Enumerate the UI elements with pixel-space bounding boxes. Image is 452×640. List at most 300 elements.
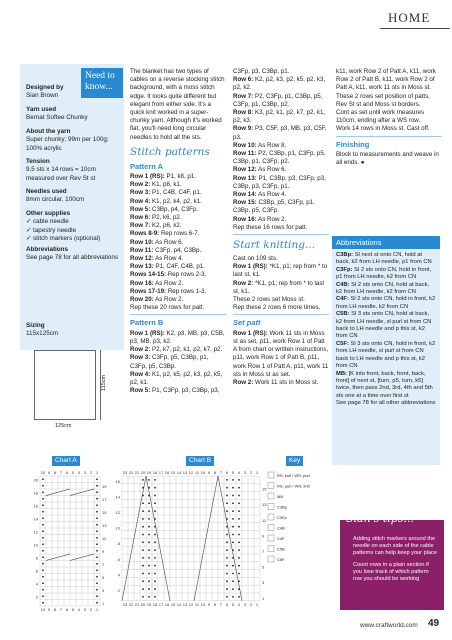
chart-a-purl-dot	[96, 491, 98, 493]
supply-item: ✓ tapestry needle	[26, 226, 77, 234]
chart-a-row-label: 9	[102, 549, 105, 554]
chart-b-col-label: 2	[249, 470, 253, 475]
chart-b-purl-dot	[232, 495, 234, 497]
chart-b-purl-dot	[232, 518, 234, 520]
chart-a-purl-dot	[96, 537, 98, 539]
chart-b-purl-dot	[142, 573, 144, 575]
pattern-row: Row 10: As Row 6.	[130, 238, 184, 246]
yarn-block	[26, 106, 122, 123]
chart-b-purl-dot	[238, 518, 240, 520]
abbreviation-item: MB: [K into front, back, front, back, front] of next st, [turn, p5, turn, k5] twice, then pass 2nd, 3rd, 4th and 5th sts one at a time over first st	[336, 370, 433, 399]
key-swatch	[268, 525, 274, 531]
chart-b-purl-dot	[142, 565, 144, 567]
chart-b-row-label: 13	[262, 502, 267, 508]
tips-heading: Sian's tips...	[346, 512, 414, 525]
chart-b-purl-dot	[238, 510, 240, 512]
abbreviation-item: C5B: Sl 3 sts onto CN, hold at back, k2 from LH needle, sl purl st from CN back to LH needle and p this st, k2 from CN	[336, 311, 432, 340]
key-swatch	[268, 493, 274, 499]
pattern-row: Row 5: C3Bp, p4, C3Fp.	[130, 205, 199, 213]
abbreviations-ref-label: Abbreviations	[26, 246, 68, 253]
chart-b-purl-dot	[142, 526, 144, 528]
instruction-line: Row 1 (RS): *K1, p1; rep from * to last st, k1.	[233, 263, 328, 279]
chart-a-col-label: 4	[77, 607, 81, 612]
abbreviation-item: See page 78 for all other abbreviations	[336, 400, 436, 407]
chart-a-row-label: 17	[102, 497, 107, 502]
chart-b-col-label: 6	[225, 470, 229, 475]
sizing-width-label: 125cm	[55, 423, 72, 429]
needles-text: 8mm circular, 100cm	[26, 196, 85, 204]
cable-charts	[0, 466, 340, 616]
chart-a-col-label: 4	[77, 470, 81, 475]
yarn-name: Bernat Softee Chunky	[26, 114, 88, 122]
chart-b-col-label: 11	[194, 470, 200, 475]
chart-b-purl-dot	[142, 588, 144, 590]
chart-b-purl-dot	[232, 580, 234, 582]
chart-b-purl-dot	[142, 580, 144, 582]
key-item-label: RS: knit / WS: purl	[277, 473, 310, 478]
pattern-row: Row 20: As Row 2.	[130, 296, 184, 304]
chart-b-purl-dot	[142, 549, 144, 551]
chart-a-purl-dot	[96, 595, 98, 597]
chart-b-col-label: 23	[122, 470, 128, 475]
column-1	[130, 68, 226, 395]
chart-b-purl-dot	[238, 487, 240, 489]
chart-a-label: Chart A	[52, 456, 80, 466]
abbreviation-item: C4F: Sl 2 sts onto CN, hold in front, k2 from LH needle, k2 from CN	[336, 296, 436, 310]
chart-b-col-label: 20	[140, 601, 146, 607]
instruction-line: k11, work Row 2 of Patt A, k11, work Row 2 of Patt B, k11, work Row 2 of Patt A, k11, work 11 sts in Moss st.	[336, 68, 436, 92]
chart-b-row-label: 1	[262, 595, 265, 601]
chart-a-purl-dot	[42, 563, 44, 565]
key-swatch	[268, 504, 274, 510]
supply-item: ✓ cable needle	[26, 218, 69, 226]
sizing-text: 115x125cm	[26, 330, 59, 338]
pattern-row: C3Fp, p3, C3Bp, p1.	[233, 68, 290, 75]
chart-b-col-label: 7	[219, 470, 223, 475]
chart-a-col-label: 3	[83, 470, 87, 475]
chart-a-purl-dot	[42, 498, 44, 500]
chart-b-col-label: 15	[170, 601, 176, 607]
chart-b-row-label: 12	[115, 510, 120, 515]
intro-text: The blanket has two types of cables on a reverse stocking stitch background, with a moss stitch edge. It looks quite different but elegant from either side. It's a quick knit worked in a super-chunky yarn. Although it's worked flat, you'll need long circular needles to hold all the sts.	[130, 68, 225, 141]
other-supplies-block	[26, 210, 122, 243]
abbreviations-list	[332, 249, 440, 465]
chart-b-purl-dot	[142, 541, 144, 543]
chart-b-purl-dot	[148, 596, 150, 598]
key-item-label: C5B	[277, 546, 285, 552]
chart-a-purl-dot	[96, 478, 98, 480]
chart-a-col-label: 9	[47, 607, 51, 612]
chart-a-purl-dot	[96, 582, 98, 584]
needles-block	[26, 188, 122, 205]
chart-a-col-label: 10	[40, 607, 46, 612]
chart-a-row-label: 8	[35, 555, 38, 561]
chart-b-purl-dot	[154, 502, 156, 504]
pattern-row: Row 1 (RS): Work 11 sts in Moss st as set, p11, work Row 1 of Patt A from chart or written instructions, p11, work Row 1 of Patt B, p11, work Row 1 of Patt A, p11, work 11 sts in Moss st as set.	[233, 329, 329, 378]
key-item-label: C4B	[277, 525, 285, 531]
chart-a-row-label: 15	[102, 510, 107, 515]
chart-b-purl-dot	[226, 596, 228, 598]
chart-b-purl-dot	[148, 541, 150, 543]
chart-b-col-label: 12	[188, 601, 194, 607]
chart-b-col-label: 21	[134, 470, 140, 475]
set-patt-rows	[233, 330, 329, 387]
chart-b-col-label: 14	[176, 470, 182, 475]
chart-b-purl-dot	[238, 557, 240, 559]
chart-b-purl-dot	[226, 565, 228, 567]
pattern-b-rows	[130, 330, 226, 396]
chart-b-purl-dot	[148, 534, 150, 536]
chart-a-row-label: 16	[33, 503, 38, 509]
pattern-row: Row 12: As Row 6.	[233, 166, 287, 174]
chart-b-purl-dot	[232, 596, 234, 598]
footer-url: www.craftworld.com	[360, 622, 418, 629]
chart-b-purl-dot	[238, 549, 240, 551]
chart-a-row-label: 1	[102, 601, 105, 606]
chart-a-purl-dot	[96, 556, 98, 558]
chart-a-col-label: 5	[71, 607, 75, 612]
chart-a-purl-dot	[42, 504, 44, 506]
chart-a-purl-dot	[42, 582, 44, 584]
chart-b-purl-dot	[238, 495, 240, 497]
chart-b-purl-dot	[148, 573, 150, 575]
key-swatch	[268, 472, 274, 478]
chart-b-purl-dot	[148, 588, 150, 590]
key-swatch	[268, 535, 274, 541]
chart-a-col-label: 7	[59, 607, 63, 612]
key-item-label: C4F	[277, 536, 285, 541]
chart-b-purl-dot	[142, 518, 144, 520]
chart-b-purl-dot	[232, 487, 234, 489]
pattern-row: Row 16: As Row 2.	[130, 279, 184, 287]
chart-a-row-label: 19	[102, 484, 107, 489]
pattern-row: Rows 14-15: Rep rows 2-3.	[130, 271, 207, 279]
chart-a-purl-dot	[96, 530, 98, 532]
chart-b-purl-dot	[226, 557, 228, 559]
chart-b-col-label: 16	[164, 601, 170, 607]
chart-b-purl-dot	[232, 534, 234, 536]
chart-a-purl-dot	[42, 491, 44, 493]
chart-b-purl-dot	[232, 479, 234, 481]
chart-a-purl-dot	[42, 569, 44, 571]
chart-a-row-label: 2	[35, 594, 38, 600]
pattern-row: Row 7: P2, C3Fp, p1, C3Bp, p5, C3Fp, p1, C3Bp, p2.	[233, 92, 323, 108]
pattern-row: Row 11: C3Fp, p4, C3Bp.	[130, 246, 202, 254]
chart-a-purl-dot	[96, 550, 98, 552]
key-item-label: C3Bp	[277, 504, 288, 510]
chart-b-col-label: 14	[176, 601, 182, 607]
chart-a-purl-dot	[96, 504, 98, 506]
pattern-row: Row 6: K2, p2, k3, p2, k5, p2, k3, p2, k2.	[233, 76, 326, 92]
chart-a-col-label: 1	[95, 470, 99, 475]
chart-a-purl-dot	[42, 550, 44, 552]
about-yarn-text: Super chunky; 99m per 100g; 100% acrylic	[26, 136, 109, 152]
yarn-label: Yarn used	[26, 106, 57, 113]
chart-b-col-label: 3	[243, 470, 247, 475]
pattern-row: Row 7: K2, p6, k2.	[130, 222, 182, 230]
instruction-line: Cast on 109 sts.	[233, 255, 278, 263]
sizing-diagram	[34, 350, 96, 420]
chart-b-row-label: 11	[262, 517, 267, 523]
chart-a-col-label: 3	[83, 607, 87, 612]
chart-a-row-label: 7	[102, 562, 105, 567]
start-knitting-heading: Start knitting...	[233, 239, 316, 252]
chart-b-row-label: 6	[117, 556, 120, 562]
about-yarn-label: About the yarn	[26, 128, 71, 135]
chart-b-row-label: 9	[262, 533, 265, 539]
chart-b-purl-dot	[154, 596, 156, 598]
chart-b-purl-dot	[142, 557, 144, 559]
key-swatch	[268, 556, 274, 562]
about-yarn-block	[26, 128, 122, 153]
chart-b-purl-dot	[238, 502, 240, 504]
chart-b-col-label: 22	[128, 470, 134, 475]
pattern-row: Row 1 (RS): K2, p3, MB, p3, C5B, p3, MB, p3, k2.	[130, 329, 225, 345]
chart-b-purl-dot	[226, 580, 228, 582]
chart-a-purl-dot	[96, 517, 98, 519]
continuation-rows	[336, 68, 442, 134]
pattern-row: Row 3: C3Fp, p5, C3Bp, p1, C3Fp, p5, C3Bp.	[130, 354, 209, 370]
pattern-row: Row 14: As Row 4.	[233, 191, 287, 199]
pattern-row: Row 2: P2, k7, p2, k1, p2, k7, p2.	[130, 346, 223, 354]
key-item-label: RS: purl / WS: knit	[277, 483, 310, 489]
chart-b-purl-dot	[148, 565, 150, 567]
tip-item: Adding stitch markers around the needle on each side of the cable patterns can help keep your place	[353, 536, 437, 557]
chart-a-purl-dot	[96, 543, 98, 545]
chart-b-purl-dot	[232, 565, 234, 567]
chart-b-purl-dot	[148, 479, 150, 481]
divider	[233, 234, 329, 235]
pattern-row: Row 5: P1, C3Fp, p3, C3Bp, p3,	[130, 387, 220, 395]
pattern-row: Row 6: P2, k6, p2.	[130, 214, 182, 222]
chart-a-row-label: 18	[33, 490, 38, 496]
chart-b-col-label: 7	[219, 601, 223, 607]
chart-b-row-label: 5	[262, 564, 265, 570]
cast-on-instructions	[233, 255, 329, 312]
chart-a-row-label: 12	[33, 529, 38, 535]
instruction-line: Rep these 2 rows 6 more times.	[233, 304, 321, 312]
chart-b-col-label: 9	[207, 601, 211, 607]
instruction-line: These 2 rows set position of patts, Rev St st and Moss st borders.	[336, 92, 430, 108]
pattern-row: Rows 17-19: Rep rows 1-3.	[130, 287, 207, 295]
chart-b-row-label: 14	[115, 494, 120, 500]
chart-a-purl-dot	[42, 576, 44, 578]
chart-b-col-label: 17	[158, 601, 164, 607]
designer-name: Sian Brown	[26, 92, 59, 100]
abbreviation-item: C3Bp: Sl next st onto CN, hold at back, k2 from LH needle, p1 from CN	[336, 252, 432, 266]
abbreviations-ref-text: See page 78 for all abbreviations	[26, 254, 119, 262]
chart-b-row-label: 15	[262, 486, 267, 492]
divider	[130, 314, 226, 315]
chart-b-purl-dot	[142, 502, 144, 504]
chart-a-purl-dot	[96, 563, 98, 565]
chart-b-col-label: 18	[152, 601, 158, 607]
tips-body	[353, 536, 438, 583]
chart-a-col-label: 1	[95, 607, 99, 612]
chart-b-col-label: 8	[213, 601, 217, 607]
chart-b-col-label: 5	[231, 601, 235, 607]
chart-b-col-label: 20	[140, 470, 146, 475]
chart-b-col-label: 21	[134, 601, 140, 607]
pattern-row: Row 2: K1, p8, k1.	[130, 181, 182, 189]
chart-b-row-label: 16	[115, 478, 120, 484]
chart-b-col-label: 1	[255, 601, 259, 607]
chart-a-row-label: 5	[102, 575, 105, 580]
abbreviation-item: C4B: Sl 2 sts onto CN, hold at back, k2 from LH needle, k2 from CN	[336, 281, 430, 296]
chart-a-col-label: 6	[65, 470, 69, 475]
chart-b-label: Chart B	[186, 456, 214, 466]
chart-a-row-label: 13	[102, 523, 107, 528]
pattern-row: Row 8: K3, p2, k1, p2, k7, p2, k1, p2, k3.	[233, 109, 326, 125]
chart-a-col-label: 8	[53, 470, 57, 475]
page-number: 49	[428, 618, 440, 629]
chart-a-purl-dot	[42, 595, 44, 597]
chart-b-purl-dot	[142, 510, 144, 512]
chart-b-col-label: 4	[237, 601, 241, 607]
chart-a-row-label: 3	[102, 588, 105, 593]
chart-b-row-label: 3	[262, 580, 265, 586]
chart-a-purl-dot	[96, 589, 98, 591]
pattern-row: Rows 8-9: Rep rows 6-7.	[130, 230, 200, 238]
header-rule	[380, 28, 450, 29]
chart-b-col-label: 2	[249, 601, 253, 607]
designer-block	[26, 84, 122, 101]
chart-a-row-label: 20	[33, 477, 38, 483]
tension-block	[26, 158, 122, 183]
pattern-row: Row 13: P1, C3Bp, p3, C3Fp, p3, C3Bp, p3, C3Fp, p1.	[233, 174, 326, 190]
chart-b-col-label: 1	[255, 470, 259, 475]
chart-b-purl-dot	[154, 495, 156, 497]
column-2	[233, 68, 329, 387]
chart-b-row-label: 4	[117, 572, 120, 578]
tension-label: Tension	[26, 158, 50, 165]
chart-b-purl-dot	[232, 526, 234, 528]
need-to-know-badge: Need to know...	[81, 68, 123, 98]
chart-a-purl-dot	[42, 517, 44, 519]
chart-a-purl-dot	[42, 524, 44, 526]
chart-b-col-label: 15	[170, 470, 176, 475]
chart-b-purl-dot	[148, 557, 150, 559]
chart-b-purl-dot	[148, 549, 150, 551]
chart-a-purl-dot	[42, 478, 44, 480]
chart-b-purl-dot	[238, 573, 240, 575]
chart-a-purl-dot	[96, 602, 98, 604]
chart-b-col-label: 11	[194, 601, 200, 607]
chart-a-purl-dot	[42, 543, 44, 545]
set-patt-heading: Set patt	[233, 318, 261, 328]
chart-b-purl-dot	[226, 549, 228, 551]
chart-b-purl-dot	[154, 565, 156, 567]
chart-b-row-label: 10	[115, 525, 120, 531]
tension-text: 9.5 sts x 14 rows = 10cm measured over Rev St st	[26, 166, 96, 182]
chart-b-purl-dot	[232, 502, 234, 504]
chart-a-purl-dot	[96, 498, 98, 500]
chart-a-purl-dot	[96, 524, 98, 526]
chart-b-purl-dot	[154, 487, 156, 489]
pattern-b-rows-continued	[233, 68, 329, 232]
chart-b-col-label: 16	[164, 470, 170, 475]
chart-b-col-label: 6	[225, 601, 229, 607]
chart-b-purl-dot	[154, 580, 156, 582]
chart-a-purl-dot	[42, 589, 44, 591]
chart-b-purl-dot	[226, 534, 228, 536]
abbreviation-item: C5F: Sl 3 sts onto CN, hold in front, k2 from LH needle, sl purl st from CN back to LH needle and p this st, k2 from CN	[336, 340, 436, 370]
chart-b-purl-dot	[154, 557, 156, 559]
chart-b-purl-dot	[148, 526, 150, 528]
pattern-row: Row 4: K1, p2, k5, p2, k3, p2, k5, p2, k1.	[130, 370, 223, 386]
finishing-heading: Finishing	[336, 139, 370, 149]
chart-b-col-label: 13	[182, 470, 188, 475]
chart-a-col-label: 7	[59, 470, 63, 475]
divider	[233, 314, 329, 315]
chart-b-purl-dot	[154, 573, 156, 575]
chart-b-purl-dot	[238, 479, 240, 481]
chart-b-purl-dot	[148, 518, 150, 520]
chart-a-row-label: 14	[33, 516, 38, 522]
pattern-a-heading: Pattern A	[130, 161, 164, 171]
chart-b-purl-dot	[148, 580, 150, 582]
chart-b-purl-dot	[226, 573, 228, 575]
chart-b-purl-dot	[238, 541, 240, 543]
instruction-line: Cont as set until work measures 110cm, ending after a WS row.	[336, 109, 425, 125]
chart-b-col-label: 9	[207, 470, 211, 475]
chart-b-purl-dot	[226, 502, 228, 504]
chart-b-purl-dot	[232, 588, 234, 590]
chart-b-row-label: 7	[262, 549, 265, 554]
chart-b-col-label: 8	[213, 470, 217, 475]
chart-b-purl-dot	[232, 541, 234, 543]
chart-b-col-label: 23	[122, 601, 128, 607]
pattern-row: Row 16: As Row 2.	[233, 215, 287, 223]
chart-b-col-label: 4	[237, 470, 241, 475]
abbreviations-heading: Abbreviations	[332, 236, 440, 249]
chart-a-col-label: 2	[89, 470, 93, 475]
pattern-row: Row 10: As Row 8.	[233, 141, 287, 149]
pattern-row: Row 9: P3, C5F, p3, MB, p3, C5F, p3.	[233, 125, 327, 141]
chart-b-purl-dot	[154, 479, 156, 481]
instruction-line: These 2 rows set Moss st.	[233, 296, 305, 304]
chart-b-purl-dot	[226, 588, 228, 590]
key-item-label: MB	[277, 494, 283, 499]
chart-a-purl-dot	[42, 537, 44, 539]
chart-a-row-label: 4	[35, 581, 38, 587]
chart-b-purl-dot	[238, 526, 240, 528]
chart-b-purl-dot	[154, 510, 156, 512]
chart-b-col-label: 5	[231, 470, 235, 475]
pattern-row: Row 13: P1, C4F, C4B, p1.	[130, 263, 205, 271]
pattern-row: Row 3: P1, C4B, C4F, p1.	[130, 189, 202, 197]
chart-a-purl-dot	[42, 602, 44, 604]
chart-b-purl-dot	[232, 510, 234, 512]
chart-b-row-label: 8	[117, 541, 120, 547]
chart-a-purl-dot	[96, 569, 98, 571]
chart-a-row-label: 11	[102, 536, 107, 541]
key-swatch	[268, 546, 274, 552]
chart-b-col-label: 12	[188, 470, 194, 475]
chart-a-col-label: 6	[65, 607, 69, 612]
chart-a-purl-dot	[42, 485, 44, 487]
chart-b-purl-dot	[238, 596, 240, 598]
chart-b-purl-dot	[226, 510, 228, 512]
key-item-label: C3Fp	[277, 515, 287, 520]
chart-b-col-label: 3	[243, 601, 247, 607]
chart-a-col-label: 10	[40, 470, 46, 475]
designed-by-label: Designed by	[26, 84, 64, 91]
chart-b-purl-dot	[148, 510, 150, 512]
chart-a-col-label: 9	[47, 470, 51, 475]
sizing-height-label: 115cm	[101, 374, 108, 392]
chart-b-purl-dot	[142, 479, 144, 481]
